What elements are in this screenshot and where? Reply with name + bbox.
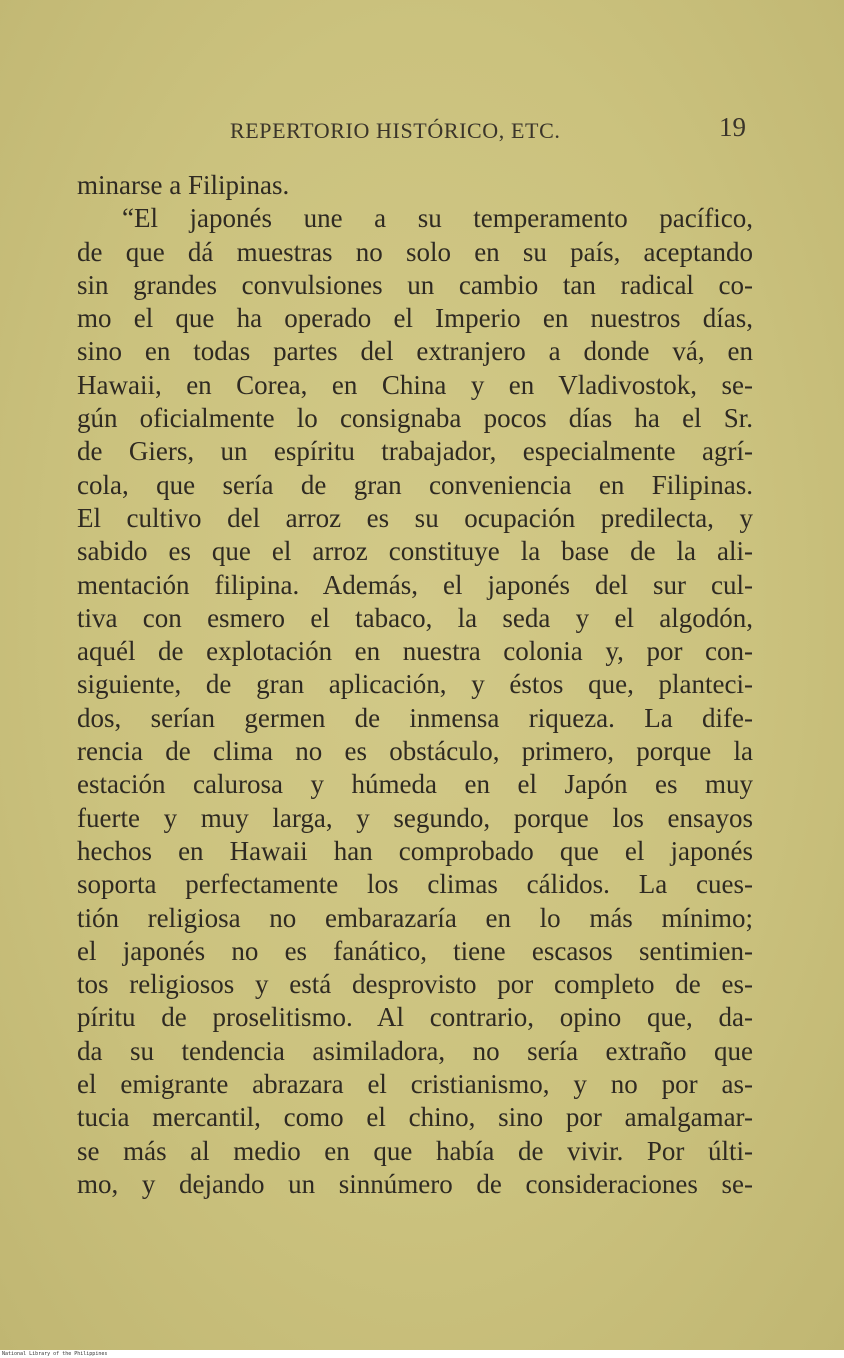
- text-line: de que dá muestras no solo en su país, aceptando: [77, 236, 753, 267]
- text-line: sin grandes convulsiones un cambio tan radical co-: [77, 269, 753, 300]
- text-line: aquél de explotación en nuestra colonia y, por con-: [77, 636, 753, 667]
- text-line: Hawaii, en Corea, en China y en Vladivostok, se-: [77, 369, 753, 400]
- text-line: tiva con esmero el tabaco, la seda y el algodón,: [77, 602, 753, 633]
- text-line: “El japonés une a su temperamento pacífico,: [122, 203, 753, 234]
- text-line: rencia de clima no es obstáculo, primero, porque la: [77, 736, 753, 767]
- text-line: tión religiosa no embarazaría en lo más mínimo;: [77, 902, 753, 933]
- text-line: se más al medio en que había de vivir. Por últi-: [77, 1135, 753, 1166]
- text-line: dos, serían germen de inmensa riqueza. La dife-: [77, 702, 753, 733]
- text-line: da su tendencia asimiladora, no sería extraño que: [77, 1035, 753, 1066]
- text-line: tucia mercantil, como el chino, sino por amalgamar-: [77, 1102, 753, 1133]
- text-line: el emigrante abrazara el cristianismo, y no por as-: [77, 1069, 753, 1100]
- text-line: soporta perfectamente los climas cálidos. La cues-: [77, 869, 753, 900]
- text-line: mo el que ha operado el Imperio en nuestros días,: [77, 303, 753, 334]
- footer-strip: [0, 1350, 844, 1358]
- text-line: de Giers, un espíritu trabajador, especialmente agrí-: [77, 436, 753, 467]
- text-line: píritu de proselitismo. Al contrario, opino que, da-: [77, 1002, 753, 1033]
- body-text: [77, 169, 753, 1201]
- text-line: minarse a Filipinas.: [77, 170, 290, 200]
- text-line: mo, y dejando un sinnúmero de consideraciones se-: [77, 1168, 753, 1199]
- running-title: REPERTORIO HISTÓRICO, ETC.: [230, 118, 561, 143]
- text-line: gún oficialmente lo consignaba pocos días ha el Sr.: [77, 403, 753, 434]
- text-line: cola, que sería de gran conveniencia en Filipinas.: [77, 469, 753, 500]
- text-line: el japonés no es fanático, tiene escasos sentimien-: [77, 935, 753, 966]
- text-line: siguiente, de gran aplicación, y éstos que, planteci-: [77, 669, 753, 700]
- text-line: estación calurosa y húmeda en el Japón es muy: [77, 769, 753, 800]
- text-line: fuerte y muy larga, y segundo, porque los ensayos: [77, 802, 753, 833]
- text-line: El cultivo del arroz es su ocupación predilecta, y: [77, 502, 753, 533]
- text-line: hechos en Hawaii han comprobado que el japonés: [77, 835, 753, 866]
- text-line: sabido es que el arroz constituye la base de la ali-: [77, 536, 753, 567]
- footer-credit: National Library of the Philippines: [2, 1351, 108, 1357]
- text-line: sino en todas partes del extranjero a donde vá, en: [77, 336, 753, 367]
- text-line: mentación filipina. Además, el japonés del sur cul-: [77, 569, 753, 600]
- text-line: tos religiosos y está desprovisto por completo de es-: [77, 969, 753, 1000]
- page-number: 19: [719, 112, 746, 142]
